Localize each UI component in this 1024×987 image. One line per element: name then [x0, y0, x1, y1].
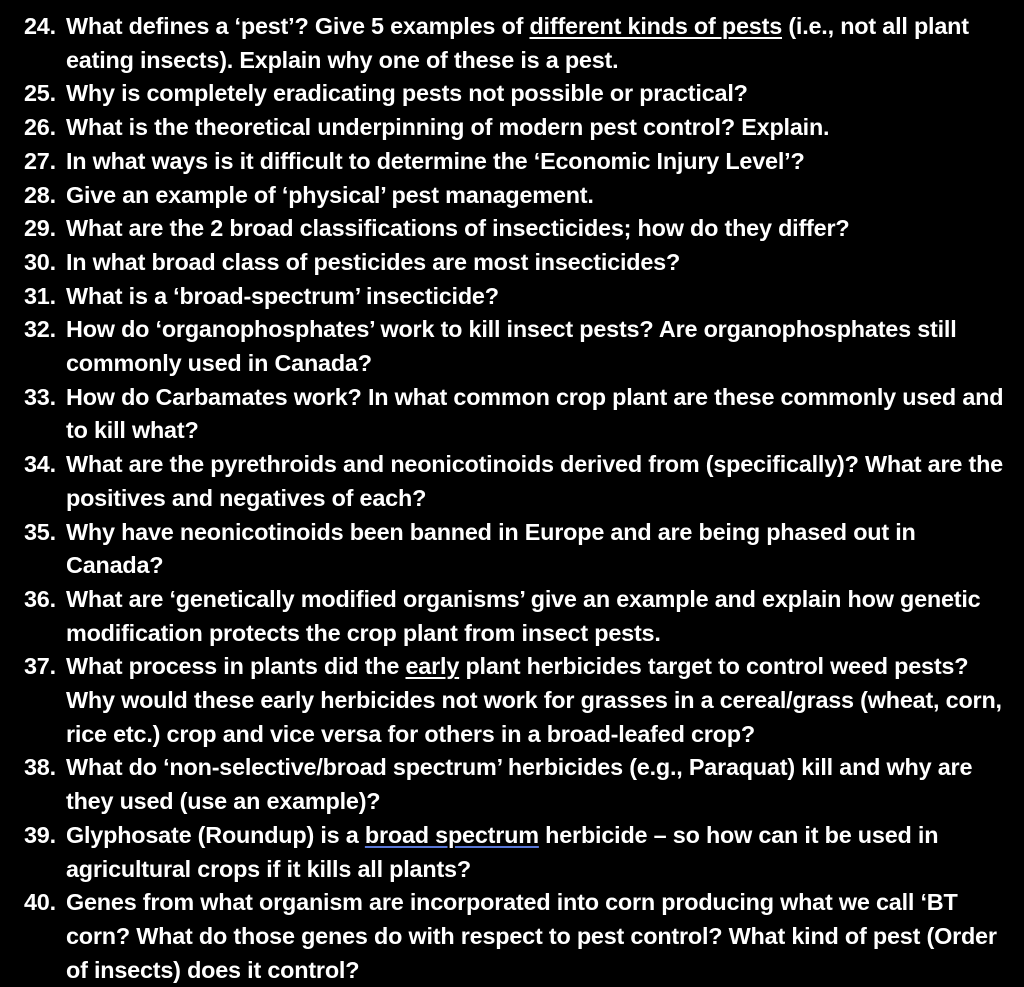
question-number: 31.	[24, 282, 56, 309]
question-number: 35.	[24, 518, 56, 545]
question-39	[24, 819, 1010, 886]
question-32	[24, 313, 1010, 380]
question-number: 29.	[24, 215, 56, 242]
question-number: 27.	[24, 147, 56, 174]
question-26	[24, 111, 1010, 145]
question-37	[24, 650, 1010, 751]
question-text: Give an example of ‘physical’ pest management.	[66, 181, 594, 208]
question-29	[24, 212, 1010, 246]
question-25	[24, 77, 1010, 111]
question-35	[24, 516, 1010, 583]
question-24	[24, 10, 1010, 77]
question-text: What are the 2 broad classifications of insecticides; how do they differ?	[66, 215, 850, 242]
question-text: In what broad class of pesticides are most insecticides?	[66, 248, 681, 275]
question-number: 30.	[24, 248, 56, 275]
underlined-phrase: different kinds of pests	[529, 13, 783, 39]
question-number: 32.	[24, 316, 56, 343]
question-40	[24, 886, 1010, 987]
question-number: 24.	[24, 13, 56, 39]
question-text: What is the theoretical underpinning of modern pest control? Explain.	[66, 114, 830, 141]
question-text: How do Carbamates work? In what common crop plant are these commonly used and to kill what?	[66, 383, 1004, 444]
question-31	[24, 280, 1010, 314]
question-34	[24, 448, 1010, 515]
question-27	[24, 145, 1010, 179]
question-33	[24, 381, 1010, 448]
question-text: What are the pyrethroids and neonicotinoids derived from (specifically)? What are the positives and negatives of each?	[66, 451, 1003, 511]
question-text: What are ‘genetically modified organisms’ give an example and explain how genetic modification protects the crop plant from insect pests.	[66, 585, 981, 646]
question-text: Glyphosate (Roundup) is a broad spectrum herbicide – so how can it be used in agricultural crops if it kills all plants?	[66, 821, 939, 882]
question-30	[24, 246, 1010, 280]
question-28	[24, 179, 1010, 213]
question-text: What is a ‘broad-spectrum’ insecticide?	[66, 282, 499, 309]
question-number: 34.	[24, 451, 56, 478]
question-number: 40.	[24, 889, 56, 916]
question-text: What do ‘non-selective/broad spectrum’ herbicides (e.g., Paraquat) kill and why are they used (use an example)?	[66, 754, 973, 815]
question-number: 25.	[24, 80, 56, 107]
question-38	[24, 751, 1010, 818]
question-number: 38.	[24, 754, 56, 781]
question-number: 33.	[24, 383, 56, 410]
question-36	[24, 583, 1010, 650]
question-text: How do ‘organophosphates’ work to kill insect pests? Are organophosphates still commonly used in Canada?	[66, 316, 957, 377]
question-number: 37.	[24, 653, 56, 680]
question-list	[24, 10, 1010, 987]
question-text: What process in plants did the early plant herbicides target to control weed pests? Why would these early herbicides not work for grasses in a cereal/grass (wheat, corn, rice etc.) crop and vice versa for others in a broad-leafed crop?	[66, 653, 1002, 747]
question-number: 28.	[24, 181, 56, 208]
question-text: Genes from what organism are incorporated into corn producing what we call ‘BT corn? What do those genes do with respect to pest control? What kind of pest (Order of insects) does it control?	[66, 889, 997, 983]
question-text: In what ways is it difficult to determine the ‘Economic Injury Level’?	[66, 147, 805, 174]
question-text: Why is completely eradicating pests not possible or practical?	[66, 80, 748, 107]
underlined-phrase: broad spectrum	[364, 821, 539, 848]
question-number: 36.	[24, 585, 56, 612]
question-number: 39.	[24, 821, 56, 848]
question-number: 26.	[24, 114, 56, 141]
underlined-phrase: early	[405, 653, 460, 680]
question-text: What defines a ‘pest’? Give 5 examples of different kinds of pests (i.e., not all plant eating insects). Explain why one of these is a pest.	[66, 13, 969, 73]
question-text: Why have neonicotinoids been banned in Europe and are being phased out in Canada?	[66, 518, 916, 579]
